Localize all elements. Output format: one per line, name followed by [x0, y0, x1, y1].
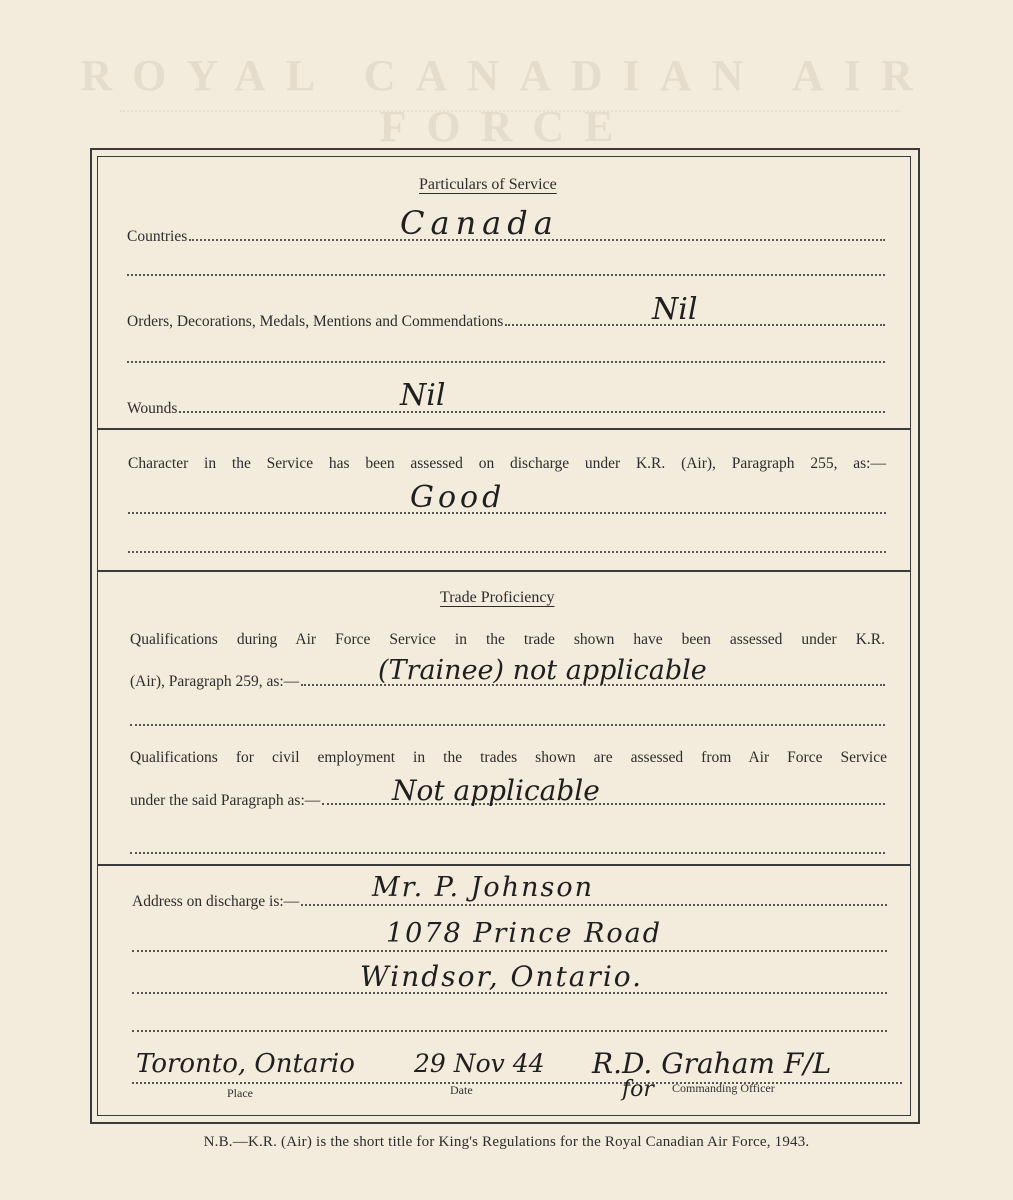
wounds-row: [127, 392, 885, 420]
officer-signature: R.D. Graham F/L: [592, 1047, 832, 1080]
countries-value: Canada: [400, 204, 559, 242]
address-line1: Mr. P. Johnson: [372, 872, 594, 903]
trade-heading: Trade Proficiency: [440, 589, 555, 606]
character-value: Good: [410, 480, 506, 515]
faded-header: ROYAL CANADIAN AIR FORCE: [80, 51, 933, 151]
faded-rule: [120, 110, 900, 118]
civil-label: under the said Paragraph as:—: [130, 792, 321, 809]
orders-row: [127, 305, 885, 333]
civil-value: Not applicable: [392, 774, 600, 807]
qualifications-label: (Air), Paragraph 259, as:—: [130, 673, 300, 690]
footnote: N.B.—K.R. (Air) is the short title for King's Regulations for the Royal Canadian Air Force, 1943.: [203, 1134, 810, 1150]
civil-line1: Qualifications for civil employment in the trades shown are assessed from Air Force Service: [130, 749, 887, 766]
date-value: 29 Nov 44: [414, 1049, 545, 1078]
character-text: Character in the Service has been assessed on discharge under K.R. (Air), Paragraph 255, as:—: [128, 455, 886, 472]
qualifications-line1: Qualifications during Air Force Service in the trade shown have been assessed under K.R.: [130, 631, 885, 648]
section-divider-2: [97, 570, 911, 572]
address-line2: 1078 Prince Road: [386, 918, 663, 949]
date-label: Date: [450, 1083, 473, 1097]
particulars-heading: Particulars of Service: [419, 176, 557, 193]
countries-label: Countries: [127, 228, 188, 245]
orders-label: Orders, Decorations, Medals, Mentions and Commendations: [127, 313, 504, 330]
orders-value: Nil: [652, 292, 698, 327]
qualifications-value: (Trainee) not applicable: [378, 655, 707, 686]
place-value: Toronto, Ontario: [136, 1049, 355, 1079]
for-value: for: [622, 1077, 654, 1102]
address-line3: Windsor, Ontario.: [360, 960, 644, 993]
section-divider-3: [97, 864, 911, 866]
wounds-label: Wounds: [127, 400, 178, 417]
section-divider-1: [97, 428, 911, 430]
place-label: Place: [227, 1086, 253, 1100]
officer-label: Commanding Officer: [672, 1081, 775, 1095]
wounds-value: Nil: [400, 378, 446, 413]
address-label: Address on discharge is:—: [132, 893, 300, 910]
